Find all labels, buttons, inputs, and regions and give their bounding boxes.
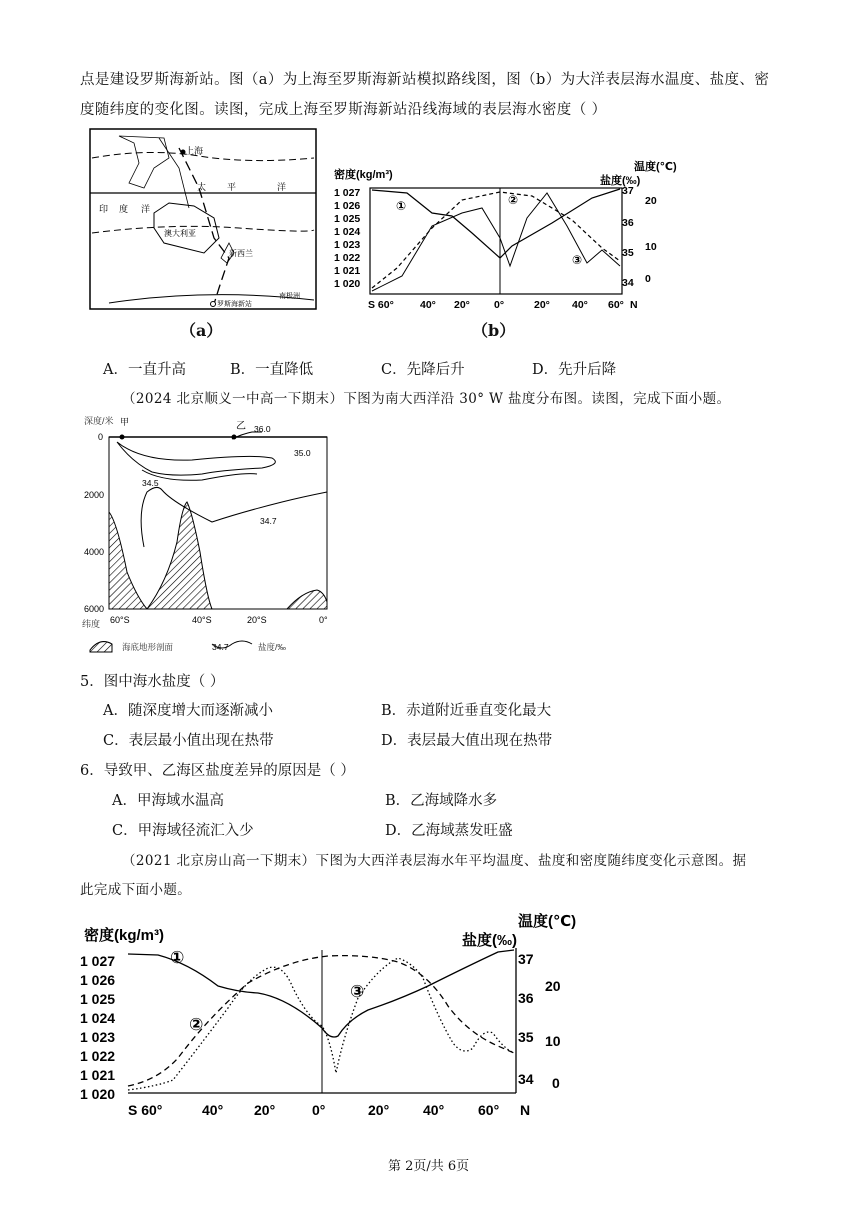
b-x-tick: 0° [494, 299, 505, 311]
d-marker-3: ③ [350, 982, 365, 1001]
b-marker-2: ② [508, 193, 519, 207]
lat-tick: 20°S [247, 615, 267, 625]
d-d-tick: 1 021 [80, 1067, 116, 1083]
caption-a: （a） [180, 321, 223, 340]
d-d-tick: 1 025 [80, 991, 116, 1007]
b-t-tick: 10 [645, 241, 657, 253]
shanghai-label: 上海 [185, 146, 204, 156]
q6-option-a[interactable]: A．甲海域水温高 [112, 793, 224, 809]
station-point [211, 302, 216, 307]
q6-option-d[interactable]: D．乙海域蒸发旺盛 [385, 823, 513, 839]
d-x-tick: 20° [368, 1102, 390, 1118]
b-s-tick: 34 [622, 277, 634, 289]
prev-option-b[interactable]: B．一直降低 [230, 362, 314, 378]
b-d-tick: 1 027 [334, 187, 361, 199]
d-marker-1: ① [170, 948, 185, 967]
isoline-label: 34.5 [142, 478, 159, 488]
b-x-tick: N [630, 299, 638, 311]
q5-option-c[interactable]: C．表层最小值出现在热带 [103, 733, 274, 749]
d-x-tick: 40° [423, 1102, 445, 1118]
d-salinity-title: 盐度(‰) [462, 932, 517, 949]
prev-option-c[interactable]: C．先降后升 [381, 362, 465, 378]
q6-stem: 6．导致甲、乙海区盐度差异的原因是（ ） [80, 763, 355, 779]
b-x-tick: 20° [534, 299, 550, 311]
isoline-label: 34.7 [260, 516, 277, 526]
b-s-tick: 37 [622, 185, 634, 197]
b-d-tick: 1 022 [334, 252, 361, 264]
d-d-tick: 1 026 [80, 972, 116, 988]
d-temp-title: 温度(℃) [518, 913, 577, 930]
d-x-tick: 0° [312, 1102, 326, 1118]
q6-option-b[interactable]: B．乙海域降水多 [385, 793, 498, 809]
b-x-tick: S 60° [368, 299, 394, 311]
legend-line-value: 34.7 [212, 642, 229, 652]
d-t-tick: 20 [545, 978, 561, 994]
pacific-3: 洋 [277, 182, 287, 192]
d-d-tick: 1 020 [80, 1086, 116, 1102]
map-figure-a [89, 128, 317, 310]
b-temp-title: 温度(℃) [634, 161, 677, 173]
d-t-tick: 10 [545, 1033, 561, 1049]
b-d-tick: 1 021 [334, 265, 361, 277]
salinity-section-figure [82, 412, 332, 658]
b-x-tick: 40° [572, 299, 588, 311]
d-d-tick: 1 023 [80, 1029, 116, 1045]
point-yi-label: 乙 [236, 421, 246, 432]
q5-option-a[interactable]: A．随深度增大而逐渐减小 [103, 703, 273, 719]
depth-tick: 4000 [84, 547, 105, 557]
b-d-tick: 1 025 [334, 213, 361, 225]
d-marker-2: ② [189, 1015, 204, 1034]
d-density-title: 密度(kg/m³) [84, 927, 164, 944]
b-x-tick: 40° [420, 299, 436, 311]
depth-tick: 0 [98, 432, 104, 442]
d-s-tick: 36 [518, 990, 534, 1006]
isoline-label: 36.0 [254, 424, 271, 434]
indian-2: 度 [119, 204, 129, 214]
q5-option-b[interactable]: B．赤道附近垂直变化最大 [381, 703, 552, 719]
pacific-2: 平 [227, 182, 237, 192]
legend-line-text: 盐度/‰ [258, 642, 286, 652]
depth-label: 深度/米 [84, 416, 114, 426]
legend-seabed-swatch [90, 642, 112, 652]
q6-option-c[interactable]: C．甲海域径流汇入少 [112, 823, 254, 839]
d-x-tick: 60° [478, 1102, 500, 1118]
d-d-tick: 1 024 [80, 1010, 116, 1026]
intro3-line-1: （2021 北京房山高一下期末）下图为大西洋表层海水年平均温度、盐度和密度随纬度变化示意图。据 [122, 853, 747, 869]
isoline-label: 35.0 [294, 448, 311, 458]
depth-tick: 6000 [84, 604, 105, 614]
d-x-tick: 20° [254, 1102, 276, 1118]
b-d-tick: 1 020 [334, 278, 361, 290]
b-d-tick: 1 024 [334, 226, 361, 238]
q5-option-d[interactable]: D．表层最大值出现在热带 [381, 733, 553, 749]
point-jia-label: 甲 [120, 417, 130, 427]
chart-figure-b [332, 158, 677, 318]
b-salinity-title: 盐度(‰) [600, 175, 641, 187]
b-density-title: 密度(kg/m³) [334, 169, 393, 181]
d-x-tick: S 60° [128, 1102, 163, 1118]
d-d-tick: 1 022 [80, 1048, 116, 1064]
b-marker-1: ① [396, 199, 407, 213]
prev-option-d[interactable]: D．先升后降 [532, 362, 617, 378]
intro-line-2: 度随纬度的变化图。读图，完成上海至罗斯海新站沿线海域的表层海水密度（ ） [80, 102, 607, 118]
indian-1: 印 [99, 204, 109, 214]
lat-tick: 60°S [110, 615, 130, 625]
d-d-tick: 1 027 [80, 953, 116, 969]
d-s-tick: 34 [518, 1071, 534, 1087]
australia-label: 澳大利亚 [164, 229, 196, 238]
depth-tick: 2000 [84, 490, 105, 500]
legend-seabed-text: 海底地形剖面 [122, 642, 174, 652]
b-x-tick: 20° [454, 299, 470, 311]
page-footer: 第 2页/共 6页 [388, 1159, 470, 1174]
lat-label: 纬度 [82, 619, 101, 629]
lat-tick: 0° [319, 615, 328, 625]
antarctica-label: 南极洲 [279, 293, 300, 300]
nz-label: 新西兰 [229, 249, 253, 258]
prev-option-a[interactable]: A．一直升高 [103, 362, 186, 378]
intro3-line-2: 此完成下面小题。 [80, 882, 192, 898]
d-x-tick: 40° [202, 1102, 224, 1118]
pacific-1: 太 [197, 182, 207, 192]
d-t-tick: 0 [552, 1075, 560, 1091]
chart-figure-d [78, 908, 588, 1122]
station-label: 罗斯海新站 [217, 301, 252, 308]
lat-tick: 40°S [192, 615, 212, 625]
b-d-tick: 1 023 [334, 239, 361, 251]
intro2: （2024 北京顺义一中高一下期末）下图为南大西洋沿 30° W 盐度分布图。读图，完成下面小题。 [122, 391, 731, 407]
b-s-tick: 35 [622, 247, 634, 259]
b-d-tick: 1 026 [334, 200, 361, 212]
d-s-tick: 37 [518, 951, 534, 967]
indian-3: 洋 [141, 204, 151, 214]
intro-line-1: 点是建设罗斯海新站。图（a）为上海至罗斯海新站模拟路线图，图（b）为大洋表层海水温度、盐度、密 [80, 72, 770, 88]
b-s-tick: 36 [622, 217, 634, 229]
point-jia [120, 435, 125, 440]
q5-stem: 5．图中海水盐度（ ） [80, 674, 225, 690]
b-x-tick: 60° [608, 299, 624, 311]
b-t-tick: 0 [645, 273, 651, 285]
d-s-tick: 35 [518, 1029, 534, 1045]
b-t-tick: 20 [645, 195, 657, 207]
d-x-tick: N [520, 1102, 531, 1118]
b-marker-3: ③ [572, 253, 583, 267]
caption-b: （b） [472, 321, 516, 340]
